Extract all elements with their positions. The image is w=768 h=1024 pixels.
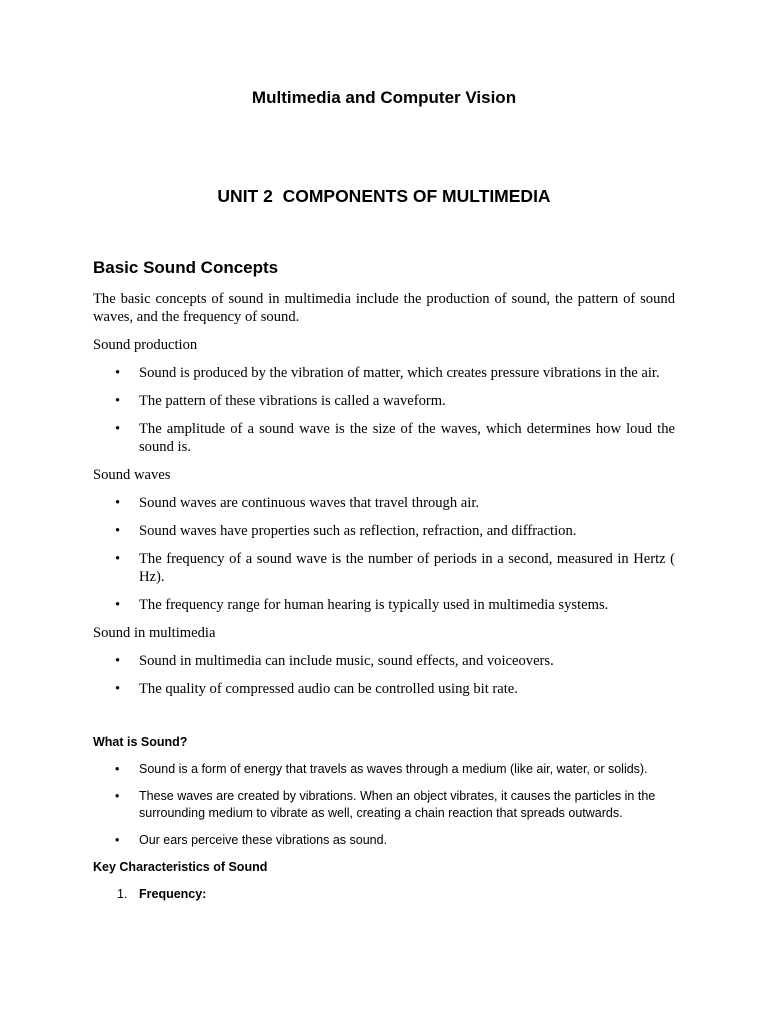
- bullet-icon: •: [115, 421, 121, 437]
- list-item: [93, 364, 675, 382]
- what-is-sound-list: [93, 761, 675, 849]
- subsection-label-sound-waves: Sound waves: [93, 467, 171, 483]
- sound-production-list: [93, 364, 675, 456]
- list-item-label: Frequency:: [139, 887, 207, 901]
- list-item: [93, 420, 675, 456]
- intro-paragraph: The basic concepts of sound in multimedia include the production of sound, the pattern of sound waves, and the frequency of sound.: [93, 291, 675, 325]
- list-item: [93, 886, 675, 903]
- list-number: 1.: [117, 887, 128, 901]
- list-item: [93, 652, 675, 670]
- sound-waves-list: [93, 494, 675, 614]
- list-item-text: Our ears perceive these vibrations as sound.: [139, 833, 388, 847]
- what-is-sound-section: [93, 734, 675, 903]
- sound-in-multimedia-list: [93, 652, 675, 698]
- list-item: [93, 788, 675, 822]
- bullet-icon: •: [115, 681, 121, 697]
- list-item-text: The quality of compressed audio can be controlled using bit rate.: [139, 681, 518, 697]
- bullet-icon: •: [115, 551, 121, 567]
- list-item-text: The pattern of these vibrations is called a waveform.: [139, 393, 446, 409]
- list-item: [93, 761, 675, 778]
- section-heading-basic-sound-concepts: Basic Sound Concepts: [93, 258, 279, 277]
- list-item-text: Sound is produced by the vibration of matter, which creates pressure vibrations in the air.: [139, 365, 660, 381]
- bullet-icon: •: [115, 833, 120, 847]
- bullet-icon: •: [115, 762, 120, 776]
- document-body: [93, 290, 675, 903]
- list-item: [93, 494, 675, 512]
- bullet-icon: •: [115, 495, 121, 511]
- list-item: [93, 392, 675, 410]
- bullet-icon: •: [115, 597, 121, 613]
- list-item-text: Sound waves are continuous waves that travel through air.: [139, 495, 480, 511]
- list-item: [93, 680, 675, 698]
- list-item: [93, 832, 675, 849]
- section-spacer: [93, 708, 675, 734]
- bullet-icon: •: [115, 653, 121, 669]
- list-item: [93, 522, 675, 540]
- bullet-icon: •: [115, 523, 121, 539]
- bullet-icon: •: [115, 789, 120, 803]
- list-item-text: The frequency range for human hearing is typically used in multimedia systems.: [139, 597, 609, 613]
- document-title: Multimedia and Computer Vision: [251, 88, 517, 107]
- key-characteristics-list: [93, 886, 675, 903]
- list-item-text: These waves are created by vibrations. When an object vibrates, it causes the particles in the surrounding medium to vibrate as well, creating a chain reaction that spreads outwards.: [139, 789, 656, 820]
- list-item-text: The amplitude of a sound wave is the size of the waves, which determines how loud the sound is.: [139, 421, 675, 455]
- subsection-label-sound-production: Sound production: [93, 337, 198, 353]
- list-item-text: The frequency of a sound wave is the number of periods in a second, measured in Hertz ( Hz).: [139, 551, 675, 585]
- unit-title: UNIT 2 COMPONENTS OF MULTIMEDIA: [217, 186, 551, 206]
- list-item: [93, 550, 675, 586]
- heading-key-characteristics: Key Characteristics of Sound: [93, 860, 268, 874]
- list-item-text: Sound in multimedia can include music, sound effects, and voiceovers.: [139, 653, 554, 669]
- list-item-text: Sound is a form of energy that travels as waves through a medium (like air, water, or solids).: [139, 762, 648, 776]
- list-item: [93, 596, 675, 614]
- list-item-text: Sound waves have properties such as reflection, refraction, and diffraction.: [139, 523, 577, 539]
- subsection-label-sound-in-multimedia: Sound in multimedia: [93, 625, 216, 641]
- bullet-icon: •: [115, 365, 121, 381]
- bullet-icon: •: [115, 393, 121, 409]
- heading-what-is-sound: What is Sound?: [93, 735, 188, 749]
